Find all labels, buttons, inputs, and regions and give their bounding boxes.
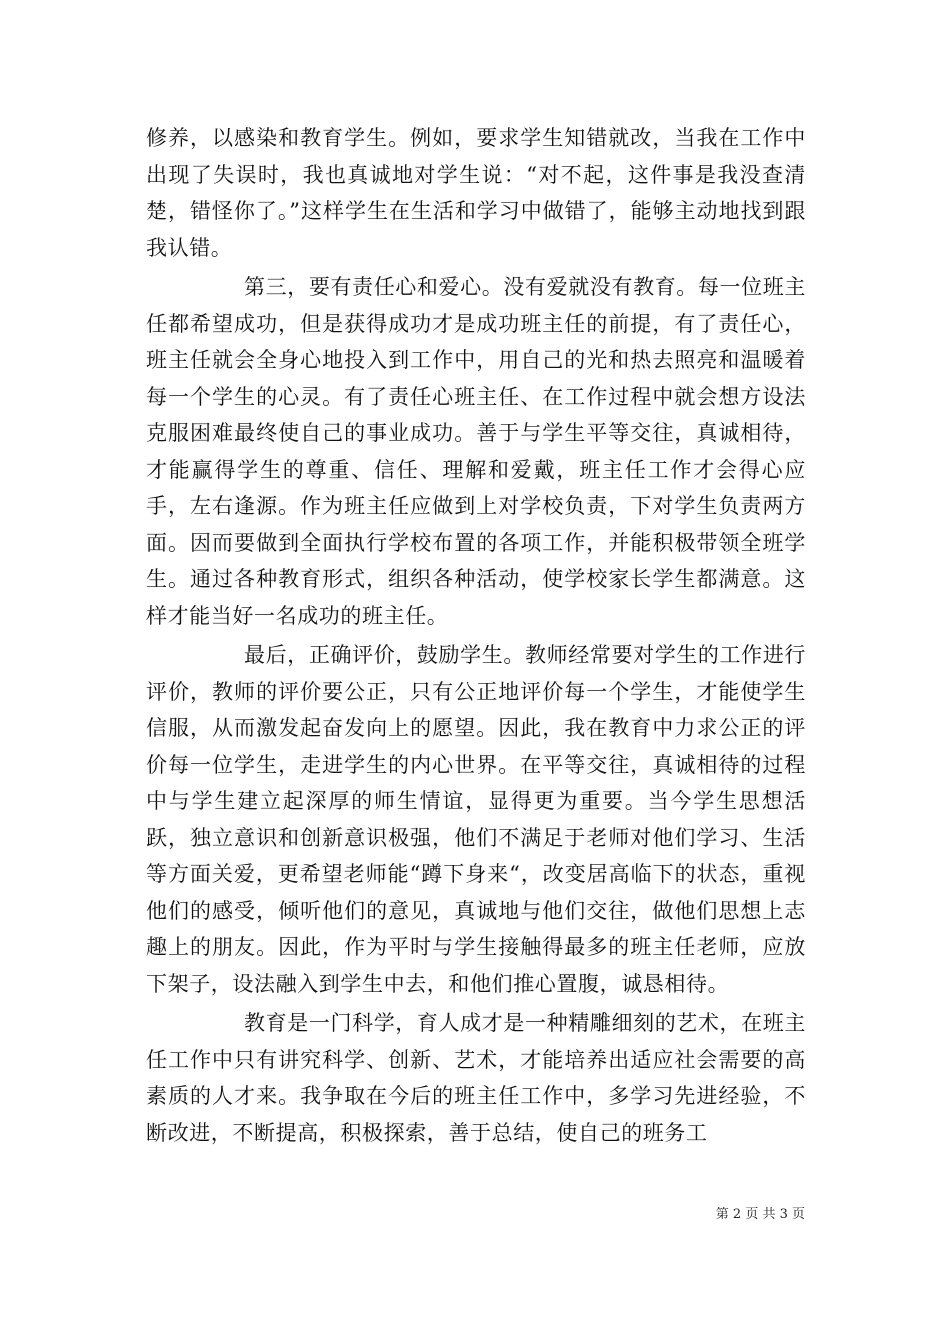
- document-body: [146, 120, 806, 1151]
- paragraph-1: 修养，以感染和教育学生。例如，要求学生知错就改，当我在工作中出现了失误时，我也真诚地对学生说：“对不起，这件事是我没查清楚，错怪你了。”这样学生在生活和学习中做错了，能够主动地找到跟我认错。: [146, 126, 806, 260]
- page-number-footer: 第 2 页 共 3 页: [715, 1207, 805, 1222]
- paragraph-4: 教育是一门科学，育人成才是一种精雕细刻的艺术，在班主任工作中只有讲究科学、创新、艺术，才能培养出适应社会需要的高素质的人才来。我争取在今后的班主任工作中，多学习先进经验，不断改进，不断提高，积极探索，善于总结，使自己的班务工: [146, 1011, 806, 1145]
- paragraph-2: 第三，要有责任心和爱心。没有爱就没有教育。每一位班主任都希望成功，但是获得成功才是成功班主任的前提，有了责任心，班主任就会全身心地投入到工作中，用自己的光和热去照亮和温暖着每一个学生的心灵。有了责任心班主任、在工作过程中就会想方设法克服困难最终使自己的事业成功。善于与学生平等交往，真诚相待，才能赢得学生的尊重、信任、理解和爱戴，班主任工作才会得心应手，左右逢源。作为班主任应做到上对学校负责，下对学生负责两方面。因而要做到全面执行学校布置的各项工作，并能积极带领全班学生。通过各种教育形式，组织各种活动，使学校家长学生都满意。这样才能当好一名成功的班主任。: [146, 275, 806, 628]
- paragraph-3: 最后，正确评价，鼓励学生。教师经常要对学生的工作进行评价，教师的评价要公正，只有公正地评价每一个学生，才能使学生信服，从而激发起奋发向上的愿望。因此，我在教育中力求公正的评价每一位学生，走进学生的内心世界。在平等交往，真诚相待的过程中与学生建立起深厚的师生情谊，显得更为重要。当今学生思想活跃，独立意识和创新意识极强，他们不满足于老师对他们学习、生活等方面关爱，更希望老师能“蹲下身来“，改变居高临下的状态，重视他们的感受，倾听他们的意见，真诚地与他们交往，做他们思想上志趣上的朋友。因此，作为平时与学生接触得最多的班主任老师，应放下架子，设法融入到学生中去，和他们推心置腹，诚恳相待。: [146, 643, 806, 996]
